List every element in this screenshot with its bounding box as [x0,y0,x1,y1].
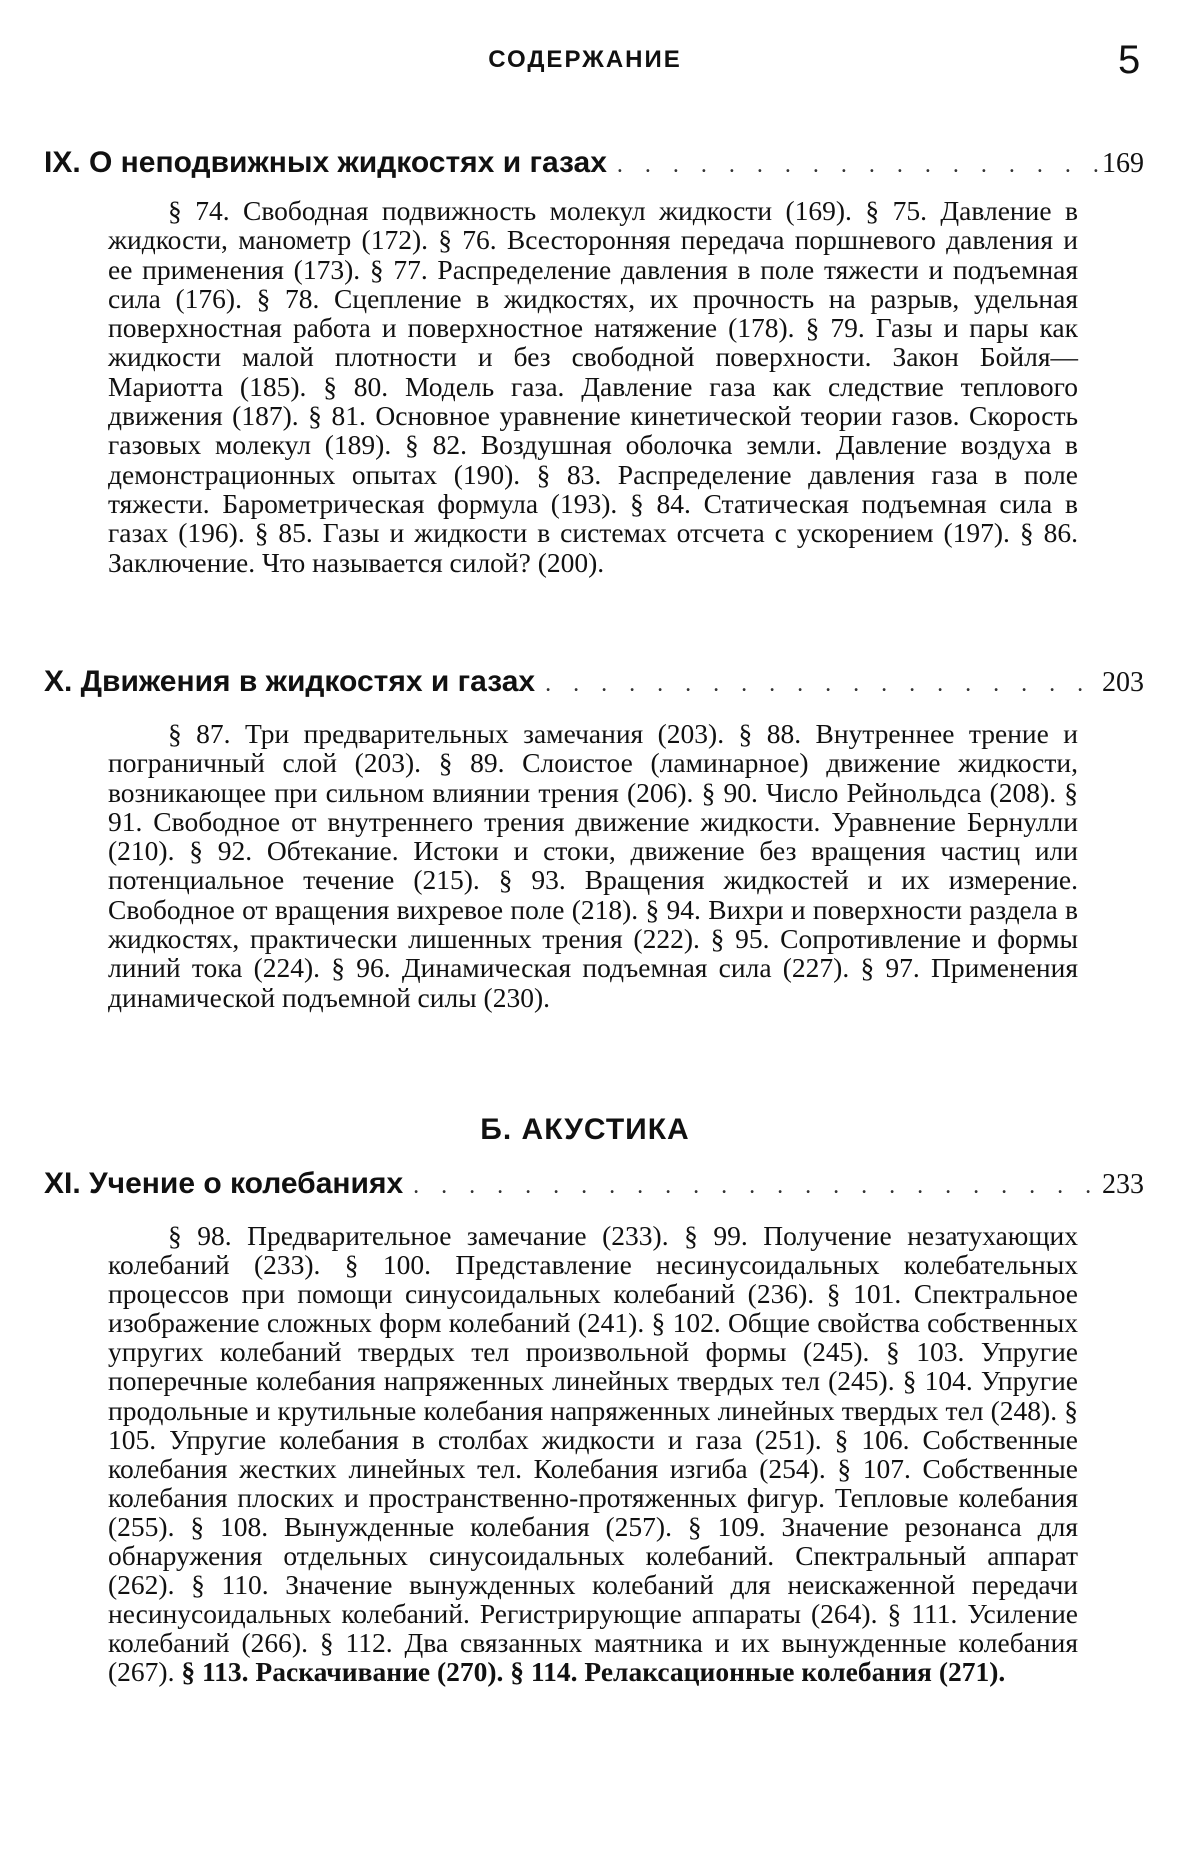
toc-entry-chapter-9[interactable] [44,146,1144,188]
chapter-summary: § 74. Свободная подвижность молекул жидкости (169). § 75. Давление в жидкости, манометр (172). § 76. Всесторонняя передача поршневого давления и ее применения (173). § 77. Распределение давления в поле тяжести и подъемная сила (176). § 78. Сцепление в жидкостях, их прочность на разрыв, удельная поверхностная работа и поверхностное натяжение (178). § 79. Газы и пары как жидкости малой плотности и без свободной поверхности. Закон Бойля—Мариотта (185). § 80. Модель газа. Давление газа как следствие теплового движения (187). § 81. Основное уравнение кинетической теории газов. Скорость газовых молекул (189). § 82. Воздушная оболочка земли. Давление воздуха в демонстрационных опытах (190). § 83. Распределение давления газа в поле тяжести. Барометрическая формула (193). § 84. Статическая подъемная сила в газах (196). § 85. Газы и жидкости в системах отсчета с ускорением (197). § 86. Заключение. Что называется силой? (200). [108,195,1078,578]
part-heading: Б. АКУСТИКА [480,1113,690,1146]
chapter-title: X. Движения в жидкостях и газах [44,665,536,698]
chapter-summary: § 87. Три предварительных замечания (203). § 88. Внутреннее трение и пограничный слой (203). § 89. Слоистое (ламинарное) движение жидкости, возникающее при сильном влиянии трения (206). § 90. Число Рейнольдса (208). § 91. Свободное от внутреннего трения движение жидкости. Уравнение Бернулли (210). § 92. Обтекание. Истоки и стоки, движение без вращения частиц или потенциальное течение (215). § 93. Вращения жидкостей и их измерение. Свободное от вращения вихревое поле (218). § 94. Вихри и поверхности раздела в жидкостях, практически лишенных трения (222). § 95. Сопротивление и формы линий тока (224). § 96. Динамическая подъемная сила (227). § 97. Применения динамической подъемной силы (230). [108,718,1078,1013]
chapter-page-number: 169 [1102,148,1144,179]
dot-leader [535,671,1102,698]
running-title: СОДЕРЖАНИЕ [488,46,682,73]
chapter-page-number: 233 [1102,1169,1144,1200]
summary-bold-text: § 113. Раскачивание (270). § 114. Релаксационные колебания (271). [181,1656,1006,1688]
chapter-page-number: 203 [1102,667,1144,698]
page-number: 5 [1118,38,1141,82]
chapter-title: IX. О неподвижных жидкостях и газах [44,146,607,179]
summary-text: § 98. Предварительное замечание (233). § 99. Получение незатухающих колебаний (233). § 100. Представление несинусоидальных колебательных процессов при помощи синусоидальных колебаний (236). § 101. Спектральное изображение сложных форм колебаний (241). § 102. Общие свойства собственных упругих колебаний твердых тел произвольной формы (245). § 103. Упругие поперечные колебания напряженных линейных твердых тел (245). § 104. Упругие продольные и крутильные колебания напряженных линейных твердых тел (248). § 105. Упругие колебания в столбах жидкости и газа (251). § 106. Собственные колебания жестких линейных тел. Колебания изгиба (254). § 107. Собственные колебания плоских и пространственно-протяженных фигур. Тепловые колебания (255). § 108. Вынужденные колебания (257). § 109. Значение резонанса для обнаружения отдельных синусоидальных колебаний. Спектральный аппарат (262). § 110. Значение вынужденных колебаний для неискаженной передачи несинусоидальных колебаний. Регистрирующие аппараты (264). § 111. Усиление колебаний (266). § 112. Два связанных маятника и их вынужденные колебания (267). [108,1220,1078,1688]
chapter-summary [108,1221,1078,1687]
dot-leader [403,1173,1102,1200]
dot-leader [607,152,1102,179]
running-head [0,38,1200,88]
chapter-title: XI. Учение о колебаниях [44,1167,404,1200]
toc-entry-chapter-11[interactable] [44,1167,1144,1209]
toc-entry-chapter-10[interactable] [44,665,1144,707]
